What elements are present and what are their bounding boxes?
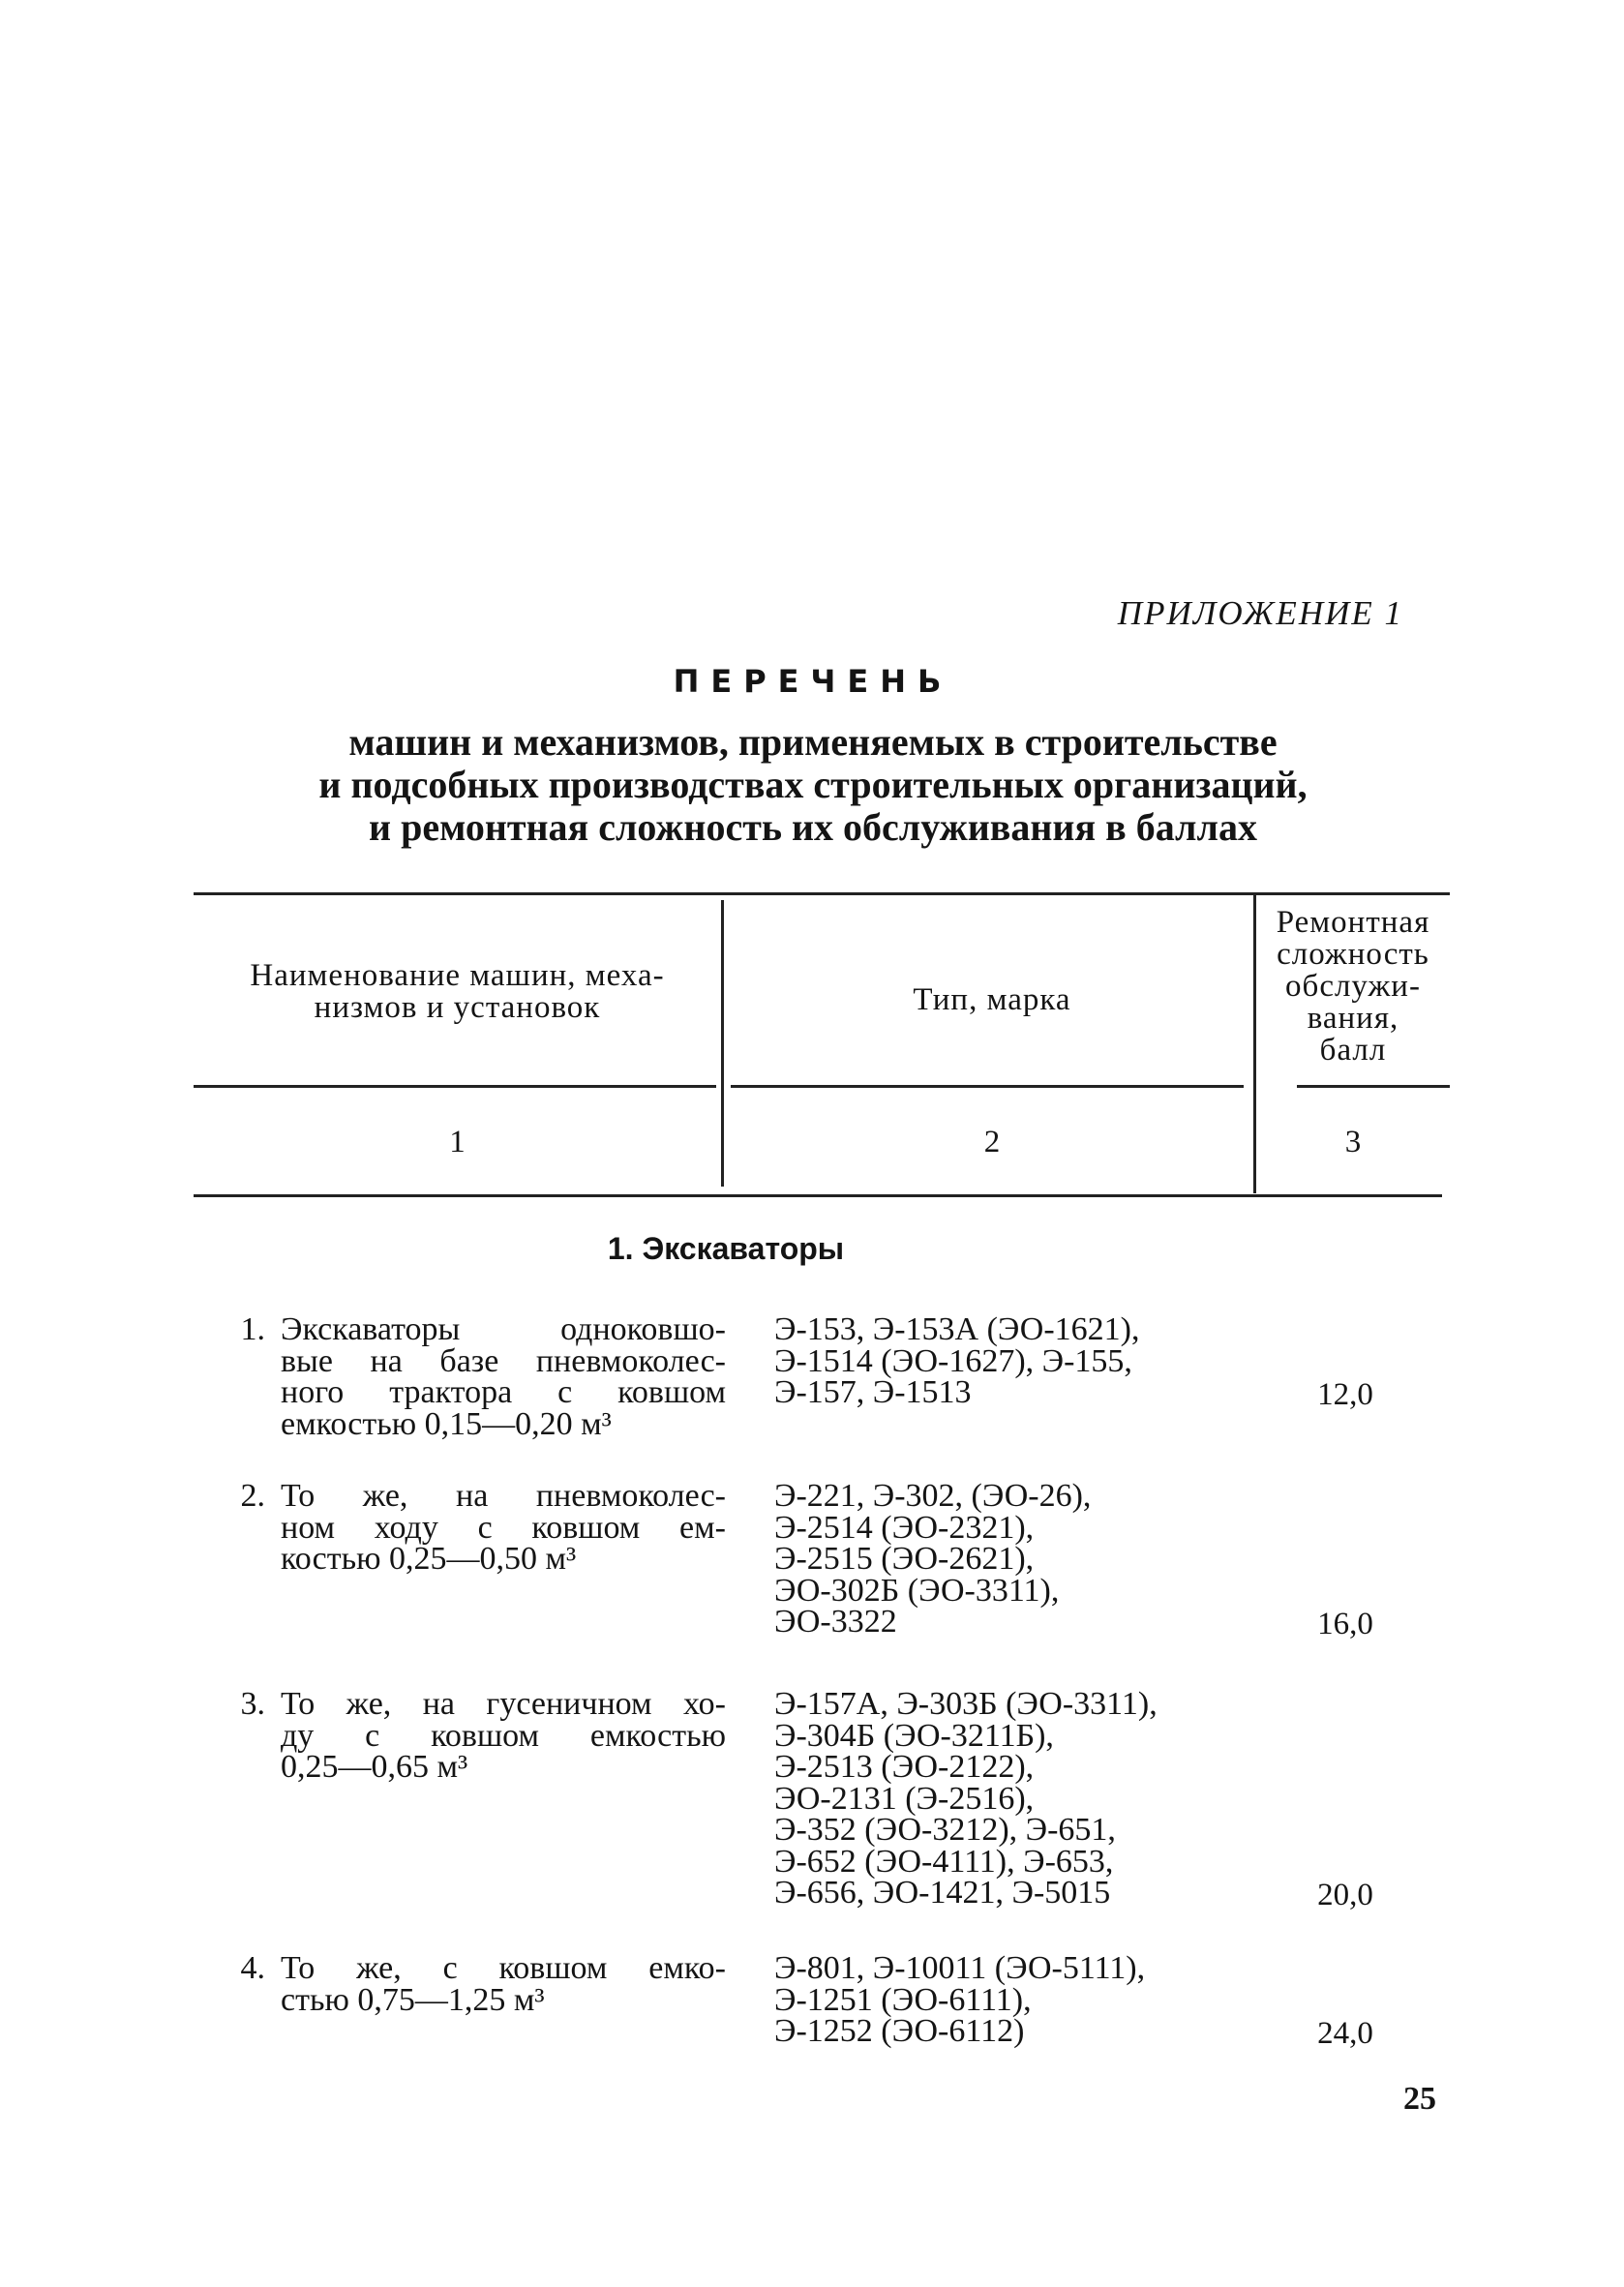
row-name-line: То же, на гусеничном хо- [281, 1686, 726, 1722]
appendix-label: ПРИЛОЖЕНИЕ 1 [1117, 594, 1403, 632]
header-col1-line: Наименование машин, меха- [250, 958, 665, 993]
row-type-line: Э-221, Э-302, (ЭО-26), [774, 1478, 1092, 1514]
subtitle-line: и подсобных производствах строительных организаций, [318, 763, 1308, 806]
row-number: 1. [240, 1311, 265, 1347]
row-score: 12,0 [1317, 1377, 1373, 1412]
row-type-line: ЭО-302Б (ЭО-3311), [774, 1572, 1060, 1609]
row-type-line: Э-304Б (ЭО-3211Б), [774, 1717, 1054, 1754]
row-type [774, 1950, 1278, 2049]
row-type [774, 1478, 1278, 1640]
row-type-line: Э-1251 (ЭО-6111), [774, 1981, 1032, 2018]
column-number: 2 [983, 1125, 1001, 1159]
row-score: 16,0 [1317, 1607, 1373, 1641]
row-number: 3. [240, 1686, 265, 1722]
row-name-line: емкостью 0,15—0,20 м³ [281, 1405, 612, 1442]
header-rule-col2 [731, 1085, 1244, 1088]
row-type-line: Э-153, Э-153А (ЭО-1621), [774, 1311, 1140, 1347]
row-type-line: Э-2513 (ЭО-2122), [774, 1749, 1035, 1785]
row-type-line: ЭО-2131 (Э-2516), [774, 1780, 1035, 1817]
row-name-line: То же, на пневмоколес- [281, 1478, 726, 1514]
row-type-line: Э-2514 (ЭО-2321), [774, 1509, 1035, 1546]
row-name-line: костью 0,25—0,50 м³ [281, 1541, 577, 1577]
row-type-line: Э-157, Э-1513 [774, 1374, 972, 1410]
row-type [774, 1686, 1278, 1911]
row-type-line: Э-801, Э-10011 (ЭО-5111), [774, 1950, 1146, 1986]
row-name-line: вые на базе пневмоколес- [281, 1342, 726, 1379]
row-type-line: Э-352 (ЭО-3212), Э-651, [774, 1812, 1116, 1848]
column-number: 1 [449, 1125, 466, 1159]
row-name [281, 1686, 726, 1785]
row-number: 2. [240, 1478, 265, 1514]
subtitle-line: машин и механизмов, применяемых в строительстве [348, 720, 1278, 764]
header-rule-col1 [194, 1085, 716, 1088]
row-type-line: Э-1252 (ЭО-6112) [774, 2013, 1025, 2049]
header-col3-line: вания, [1307, 1001, 1399, 1036]
header-rule-col3 [1297, 1085, 1450, 1088]
row-name-line: ного трактора с ковшом [281, 1374, 726, 1410]
table-top-rule [194, 892, 1450, 895]
row-type-line: Э-1514 (ЭО-1627), Э-155, [774, 1342, 1132, 1379]
header-col3-line: Ремонтная [1276, 905, 1430, 940]
row-name [281, 1950, 726, 2018]
row-name-line: ду с ковшом емкостью [281, 1717, 726, 1754]
document-subtitle [194, 721, 1432, 849]
header-col3-line: сложность [1277, 937, 1429, 972]
row-name-line: ном ходу с ковшом ем- [281, 1509, 726, 1546]
row-type-line: Э-652 (ЭО-4111), Э-653, [774, 1843, 1114, 1880]
table-header-bottom-rule [194, 1194, 1442, 1197]
header-col3-line: балл [1319, 1033, 1387, 1068]
row-name-line: Экскаваторы одноковшо- [281, 1311, 726, 1347]
row-name-line: То же, с ковшом емко- [281, 1950, 726, 1986]
header-col1 [194, 960, 721, 1024]
row-type-line: Э-2515 (ЭО-2621), [774, 1541, 1035, 1577]
row-score: 20,0 [1317, 1878, 1373, 1912]
header-col3-line: обслужи- [1285, 969, 1421, 1004]
header-col3 [1256, 907, 1450, 1067]
row-name-line: стью 0,75—1,25 м³ [281, 1981, 545, 2018]
row-name [281, 1478, 726, 1577]
document-title: ПЕРЕЧЕНЬ [673, 663, 953, 700]
row-number: 4. [240, 1950, 265, 1986]
row-type-line: ЭО-3322 [774, 1604, 897, 1640]
row-name-line: 0,25—0,65 м³ [281, 1749, 468, 1785]
header-col1-line: низмов и установок [314, 990, 601, 1025]
row-name [281, 1311, 726, 1442]
column-number: 3 [1344, 1125, 1362, 1159]
subtitle-line: и ремонтная сложность их обслуживания в баллах [369, 805, 1257, 849]
row-score: 24,0 [1317, 2016, 1373, 2051]
page-number: 25 [1403, 2081, 1436, 2117]
section-title: 1. Экскаваторы [607, 1231, 845, 1266]
row-type [774, 1311, 1278, 1410]
row-type-line: Э-157А, Э-303Б (ЭО-3311), [774, 1686, 1158, 1722]
column-divider-1 [721, 900, 724, 1187]
header-col2: Тип, марка [913, 982, 1071, 1017]
row-type-line: Э-656, ЭО-1421, Э-5015 [774, 1875, 1111, 1911]
